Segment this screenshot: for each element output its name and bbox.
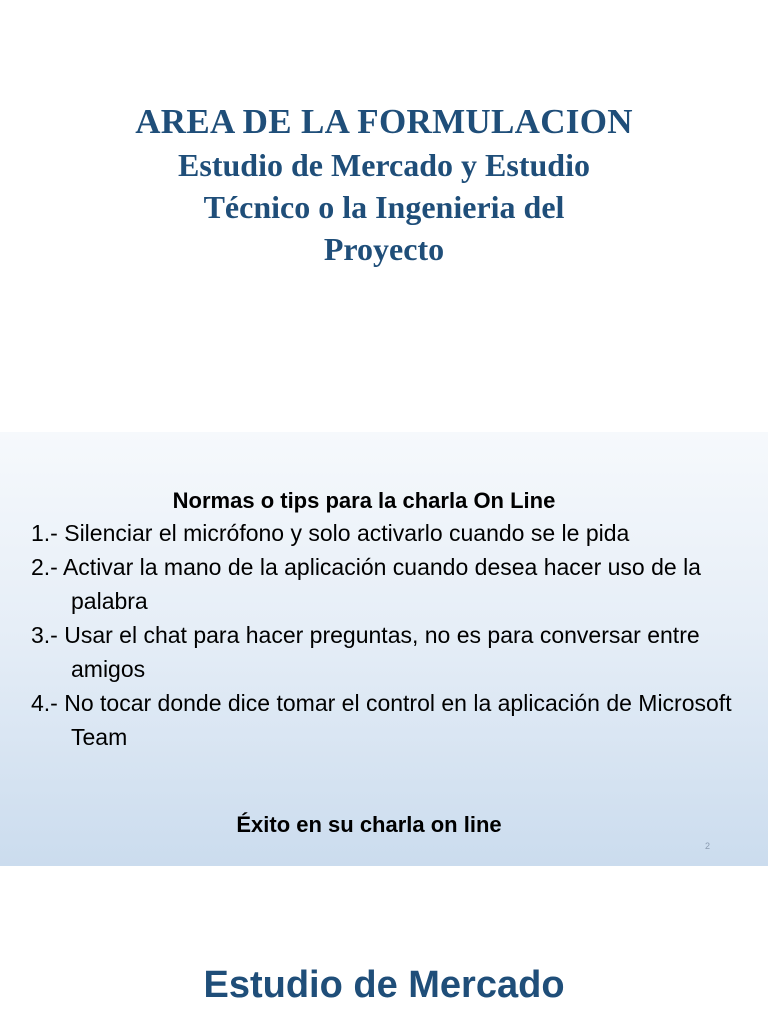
- slide-1-heading: AREA DE LA FORMULACION: [135, 102, 633, 141]
- slide-1-subtitle-line: Estudio de Mercado y Estudio: [178, 147, 590, 183]
- slide-2-closing: Éxito en su charla on line: [236, 812, 502, 837]
- tip-item: 1.- Silenciar el micrófono y solo activarlo cuando se le pida: [31, 520, 630, 546]
- slide-3: [0, 868, 768, 1024]
- slide-1-title-block: [84, 100, 684, 270]
- tip-item: 3.- Usar el chat para hacer preguntas, no es para conversar entre amigos: [31, 622, 700, 682]
- tip-item: 2.- Activar la mano de la aplicación cuando desea hacer uso de la palabra: [31, 554, 701, 614]
- tip-item: 4.- No tocar donde dice tomar el control en la aplicación de Microsoft Team: [31, 690, 732, 750]
- slide-1-subtitle-line: Técnico o la Ingenieria del: [203, 189, 565, 225]
- slide-1-subtitle-line: Proyecto: [323, 231, 445, 267]
- tips-list: [31, 516, 746, 754]
- slide-page-number: 2: [704, 841, 710, 851]
- slide-2: [0, 432, 768, 866]
- slide-1: [0, 0, 768, 432]
- slide-3-title: Estudio de Mercado: [203, 964, 565, 1006]
- slide-2-heading: Normas o tips para la charla On Line: [172, 488, 556, 513]
